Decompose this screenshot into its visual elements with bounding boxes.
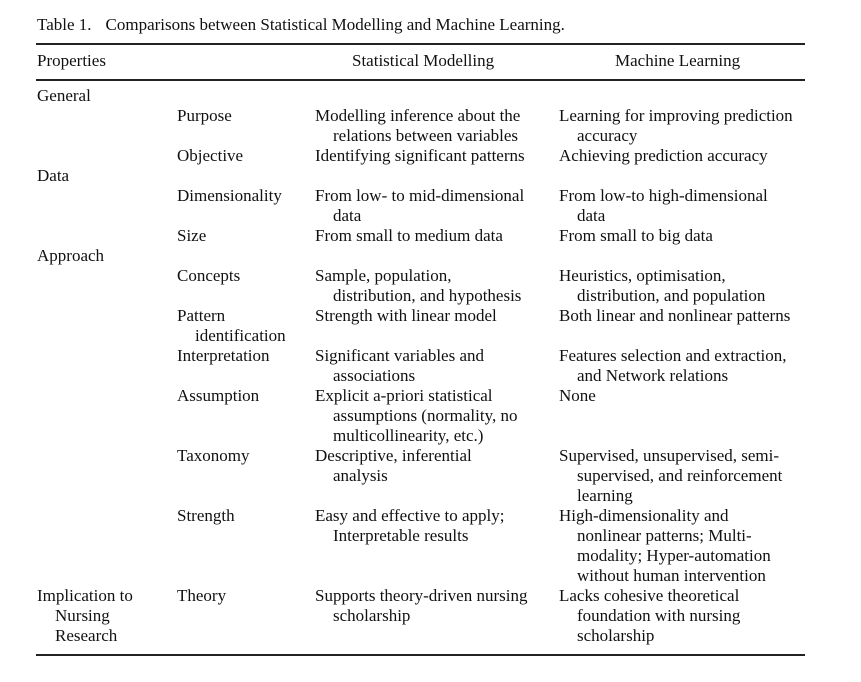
ml-cell: distribution, and population	[577, 286, 766, 305]
statistical-cell: Interpretable results	[333, 526, 469, 545]
caption-label: Table 1.	[37, 15, 92, 34]
property-label: Assumption	[177, 386, 260, 405]
header-properties: Properties	[37, 51, 106, 70]
group-label: Implication to	[37, 586, 133, 605]
ml-cell: From low-to high-dimensional	[559, 186, 768, 205]
statistical-cell: data	[333, 206, 362, 225]
statistical-cell: From small to medium data	[315, 226, 503, 245]
group-label: Approach	[37, 246, 105, 265]
property-label: identification	[195, 326, 286, 345]
statistical-cell: Significant variables and	[315, 346, 485, 365]
ml-cell: without human intervention	[577, 566, 766, 585]
statistical-cell: Identifying significant patterns	[315, 146, 525, 165]
statistical-cell: assumptions (normality, no	[333, 406, 518, 425]
statistical-cell: Sample, population,	[315, 266, 452, 285]
statistical-cell: multicollinearity, etc.)	[333, 426, 484, 445]
header-rule	[36, 79, 805, 81]
property-label: Dimensionality	[177, 186, 282, 205]
header-statistical-modelling: Statistical Modelling	[352, 51, 495, 70]
ml-cell: learning	[577, 486, 633, 505]
statistical-cell: scholarship	[333, 606, 411, 625]
group-label: Nursing	[55, 606, 110, 625]
ml-cell: data	[577, 206, 606, 225]
table-caption	[37, 15, 565, 35]
statistical-cell: Descriptive, inferential	[315, 446, 472, 465]
ml-cell: None	[559, 386, 596, 405]
statistical-cell: Supports theory-driven nursing	[315, 586, 528, 605]
property-label: Interpretation	[177, 346, 270, 365]
statistical-cell: Easy and effective to apply;	[315, 506, 505, 525]
ml-cell: accuracy	[577, 126, 638, 145]
property-label: Pattern	[177, 306, 226, 325]
bottom-rule	[36, 654, 805, 656]
ml-cell: High-dimensionality and	[559, 506, 729, 525]
ml-cell: Achieving prediction accuracy	[559, 146, 768, 165]
property-label: Strength	[177, 506, 235, 525]
property-label: Size	[177, 226, 207, 245]
ml-cell: Supervised, unsupervised, semi-	[559, 446, 780, 465]
ml-cell: From small to big data	[559, 226, 713, 245]
property-label: Taxonomy	[177, 446, 250, 465]
statistical-cell: analysis	[333, 466, 388, 485]
ml-cell: Features selection and extraction,	[559, 346, 787, 365]
statistical-cell: relations between variables	[333, 126, 519, 145]
group-label: General	[37, 86, 91, 105]
ml-cell: Lacks cohesive theoretical	[559, 586, 740, 605]
statistical-cell: distribution, and hypothesis	[333, 286, 522, 305]
ml-cell: Both linear and nonlinear patterns	[559, 306, 791, 325]
ml-cell: modality; Hyper-automation	[577, 546, 771, 565]
ml-cell: Heuristics, optimisation,	[559, 266, 726, 285]
property-label: Concepts	[177, 266, 241, 285]
property-label: Purpose	[177, 106, 232, 125]
statistical-cell: associations	[333, 366, 416, 385]
group-label: Data	[37, 166, 70, 185]
caption-text: Comparisons between Statistical Modelling and Machine Learning.	[105, 15, 565, 34]
ml-cell: nonlinear patterns; Multi-	[577, 526, 752, 545]
statistical-cell: From low- to mid-dimensional	[315, 186, 525, 205]
statistical-cell: Modelling inference about the	[315, 106, 521, 125]
ml-cell: scholarship	[577, 626, 655, 645]
statistical-cell: Strength with linear model	[315, 306, 497, 325]
header-machine-learning: Machine Learning	[615, 51, 741, 70]
statistical-cell: Explicit a-priori statistical	[315, 386, 493, 405]
ml-cell: supervised, and reinforcement	[577, 466, 783, 485]
property-label: Objective	[177, 146, 244, 165]
property-label: Theory	[177, 586, 227, 605]
top-rule	[36, 43, 805, 45]
ml-cell: Learning for improving prediction	[559, 106, 793, 125]
ml-cell: and Network relations	[577, 366, 729, 385]
group-label: Research	[55, 626, 118, 645]
ml-cell: foundation with nursing	[577, 606, 741, 625]
